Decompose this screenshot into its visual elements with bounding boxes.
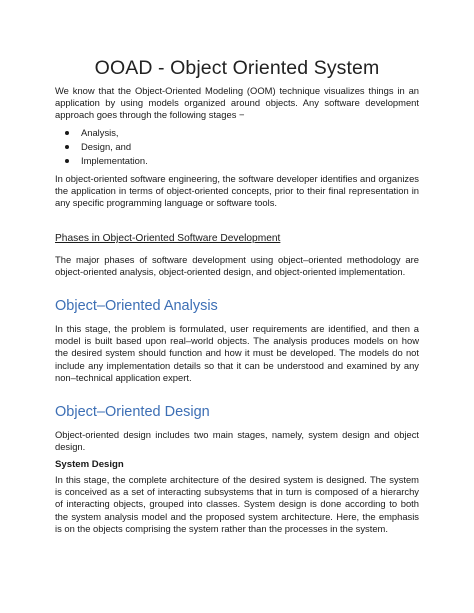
list-item: Design, and <box>55 140 419 154</box>
analysis-heading: Object–Oriented Analysis <box>55 298 218 314</box>
system-design-heading: System Design <box>55 459 124 470</box>
phases-paragraph: The major phases of software development using object–oriented methodology are object-oriented analysis, object-oriented design, and object-oriented implementation. <box>55 254 419 278</box>
intro-paragraph: We know that the Object-Oriented Modeling (OOM) technique visualizes things in an application by using models organized around objects. Any software development approach goes through the following stages − <box>55 85 419 121</box>
stages-list <box>55 126 419 168</box>
design-paragraph: Object-oriented design includes two main stages, namely, system design and object design. <box>55 429 419 453</box>
phases-heading: Phases in Object-Oriented Software Development <box>55 233 281 244</box>
bullet-icon <box>65 145 69 149</box>
engineering-paragraph: In object-oriented software engineering, the software developer identifies and organizes the application in terms of object-oriented concepts, prior to their final representation in any specific programming language or software tools. <box>55 173 419 209</box>
system-design-paragraph: In this stage, the complete architecture of the desired system is designed. The system is conceived as a set of interacting subsystems that in turn is composed of a hierarchy of interacting objects, grouped into classes. System design is done according to both the system analysis model and the proposed system architecture. Here, the emphasis is on the objects comprising the system rather than the processes in the system. <box>55 474 419 534</box>
list-item: Analysis, <box>55 126 419 140</box>
design-heading: Object–Oriented Design <box>55 404 210 420</box>
list-item: Implementation. <box>55 154 419 168</box>
document-title: OOAD - Object Oriented System <box>94 57 380 79</box>
bullet-icon <box>65 159 69 163</box>
bullet-icon <box>65 131 69 135</box>
analysis-paragraph: In this stage, the problem is formulated, user requirements are identified, and then a model is built based upon real–world objects. The analysis produces models on how the desired system should function and how it must be developed. The models do not include any implementation details so that it can be understood and examined by any non–technical application expert. <box>55 323 419 383</box>
